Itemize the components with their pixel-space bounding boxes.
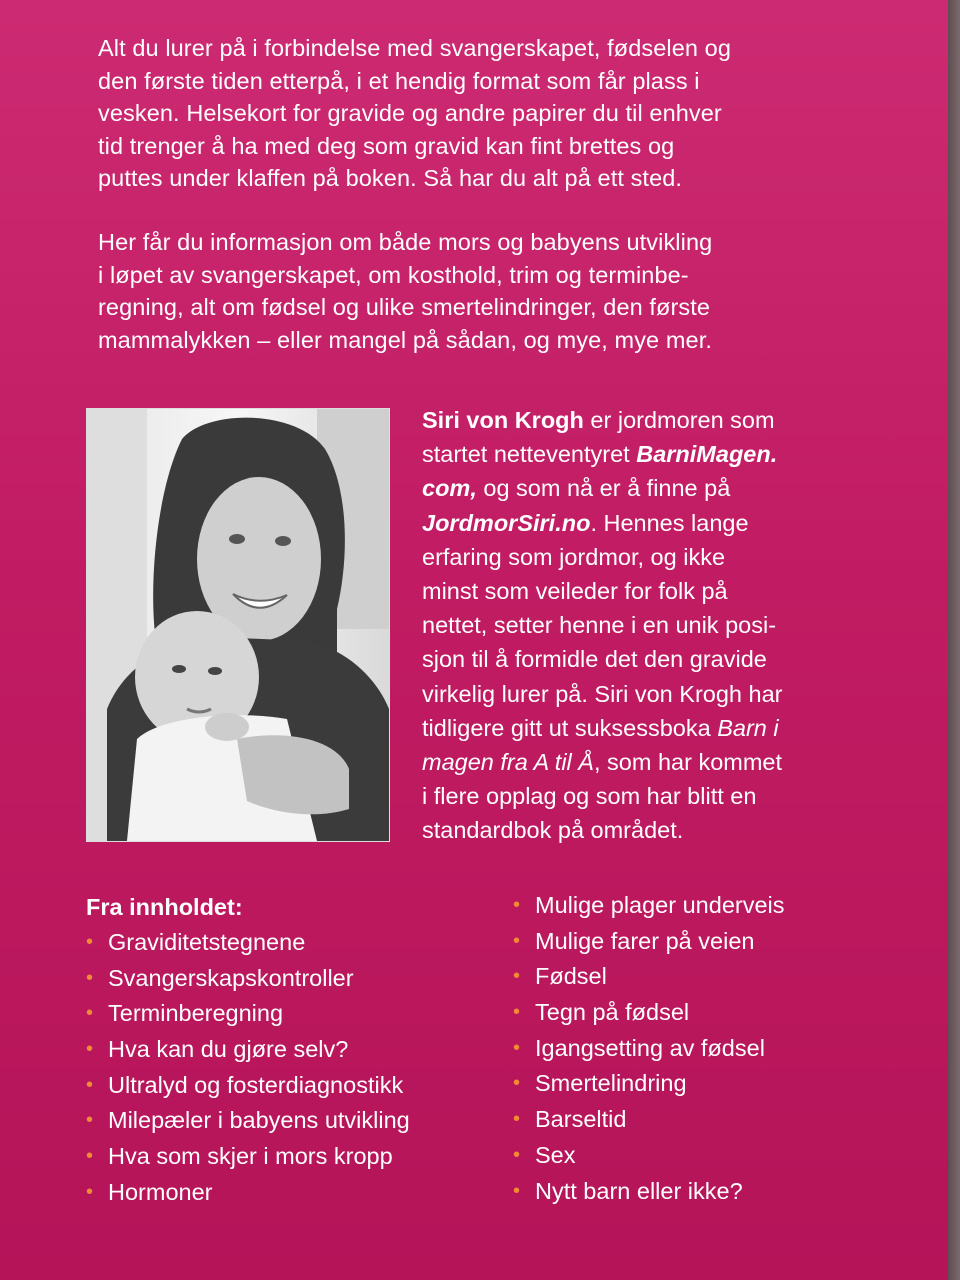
text-line: vesken. Helsekort for gravide og andre papirer du til enhver [98,100,722,126]
bullet-icon: • [86,931,94,953]
list-item-label: Tegn på fødsel [535,999,690,1026]
bullet-icon: • [513,894,521,916]
text-fragment: startet netteventyret [422,441,637,468]
text-line: mammalykken – eller mangel på sådan, og mye, mye mer. [98,326,712,353]
text-line: virkelig lurer på. Siri von Krogh har [422,680,783,707]
website-barnimagen-suffix: com, [422,475,477,502]
list-item [86,1105,410,1141]
website-barnimagen: BarniMagen. [636,441,778,468]
intro-paragraph-1 [98,32,838,195]
bullet-icon: • [86,1180,94,1203]
list-item [513,997,785,1033]
text-fragment: tidligere gitt ut suksessboka [422,714,718,741]
website-jordmorsiri: JordmorSiri.no [422,509,591,536]
contents-list-right [513,890,785,1211]
list-item [86,927,410,963]
bullet-icon: • [513,1108,521,1131]
list-item [513,1104,785,1140]
list-item-label: Igangsetting av fødsel [535,1034,765,1061]
list-item [86,963,410,999]
list-item [513,890,785,926]
list-item-label: Fødsel [535,963,607,990]
bullet-icon: • [513,965,521,988]
list-item [513,926,785,962]
list-item-label: Barseltid [535,1106,627,1133]
list-item-label: Sex [535,1141,576,1168]
text-line: tid trenger å ha med deg som gravid kan fint brettes og [98,132,675,159]
list-item [513,1033,785,1069]
text-fragment: og som nå er å finne på [476,475,731,502]
text-line: Alt du lurer på i forbindelse med svangerskapet, fødselen og [98,35,732,61]
list-item [86,1034,410,1070]
list-item-label: Nytt barn eller ikke? [535,1177,743,1204]
text-line: regning, alt om fødsel og ulike smertelindringer, den første [98,294,711,320]
text-fragment: er jordmoren som [583,407,775,433]
text-fragment: , som har kommet [593,749,783,776]
list-item-label: Mulige farer på veien [535,927,755,954]
bullet-icon: • [513,1143,521,1166]
list-item-label: Milepæler i babyens utvikling [108,1107,410,1134]
list-item-label: Hva kan du gjøre selv? [108,1036,349,1063]
list-item-label: Terminberegning [108,1000,284,1027]
book-title-continued: magen fra A til Å [422,749,594,776]
bullet-icon: • [513,1001,521,1024]
list-item [86,1177,410,1213]
list-item [513,1176,785,1212]
list-item [513,961,785,997]
bullet-icon: • [86,1073,94,1096]
bullet-icon: • [513,1179,521,1202]
list-item [86,1070,410,1106]
text-line: minst som veileder for folk på [422,578,728,605]
text-line: erfaring som jordmor, og ikke [422,543,726,570]
text-fragment: . Hennes lange [590,509,749,536]
text-line: Her får du informasjon om både mors og babyens utvikling [98,229,713,255]
bullet-icon: • [86,1002,94,1025]
bullet-icon: • [86,1038,94,1061]
bullet-icon: • [86,1145,94,1168]
text-line: den første tiden etterpå, i et hendig format som får plass i [98,67,700,94]
list-item [86,1141,410,1177]
list-item [86,998,410,1034]
table-surface-edge [948,0,960,1280]
author-photo-illustration [87,409,389,841]
text-line: i flere opplag og som har blitt en [422,783,757,810]
author-photo [87,409,389,841]
contents-heading: Fra innholdet: [86,894,243,920]
list-item-label: Smertelindring [535,1070,687,1097]
list-item-label: Hva som skjer i mors kropp [108,1143,393,1170]
list-item-label: Ultralyd og fosterdiagnostikk [108,1071,404,1098]
text-line: standardbok på området. [422,817,684,844]
bullet-icon: • [513,929,521,952]
list-item [513,1068,785,1104]
author-bio [422,403,902,848]
bullet-icon: • [513,1036,521,1059]
intro-paragraph-2 [98,226,838,356]
author-name: Siri von Krogh [422,407,584,433]
list-item-label: Graviditetstegnene [108,929,306,955]
text-line: puttes under klaffen på boken. Så har du alt på ett sted. [98,165,683,191]
text-line: sjon til å formidle det den gravide [422,646,767,673]
text-line: i løpet av svangerskapet, om kosthold, trim og terminbe- [98,261,689,288]
list-item-label: Hormoner [108,1178,213,1205]
list-item [513,1140,785,1176]
list-item-label: Svangerskapskontroller [108,964,354,991]
bullet-icon: • [86,1109,94,1132]
list-item-label: Mulige plager underveis [535,892,785,918]
bullet-icon: • [513,1072,521,1095]
text-line: nettet, setter henne i en unik posi- [422,612,777,639]
bullet-icon: • [86,966,94,989]
book-title: Barn i [717,714,779,741]
contents-list-left [86,927,410,1213]
